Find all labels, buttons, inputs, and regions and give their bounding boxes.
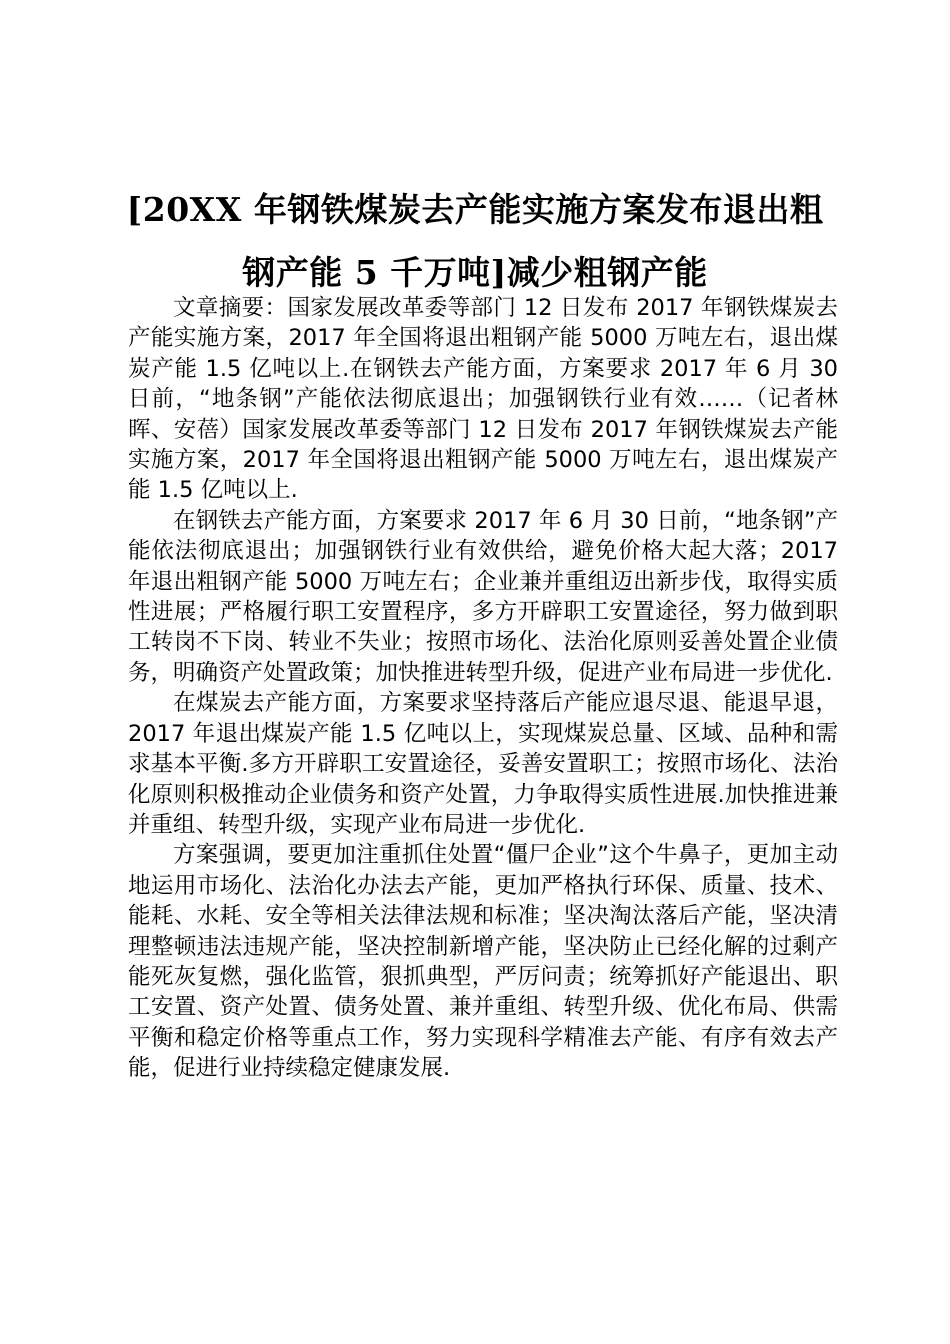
paragraph-coal: 在煤炭去产能方面，方案要求坚持落后产能应退尽退、能退早退，2017 年退出煤炭产能 1.5 亿吨以上，实现煤炭总量、区域、品种和需求基本平衡.多方开辟职工安置途径，妥善安置职工；按照市场化、法治化原则积极推动企业债务和资产处置，力争取得实质性进展.加快推进兼并重组、转型升级，实现产业布局进一步优化. [128, 690, 838, 838]
paragraph-steel: 在钢铁去产能方面，方案要求 2017 年 6 月 30 日前，“地条钢”产能依法彻底退出；加强钢铁行业有效供给，避免价格大起大落；2017 年退出粗钢产能 5000 万吨左右；企业兼并重组迈出新步伐，取得实质性进展；严格履行职工安置程序，多方开辟职工安置途径，努力做到职工转岗不下岗、转业不失业；按照市场化、法治化原则妥善处置企业债务，明确资产处置政策；加快推进转型升级，促进产业布局进一步优化. [128, 507, 838, 686]
paragraph-abstract: 文章摘要：国家发展改革委等部门 12 日发布 2017 年钢铁煤炭去产能实施方案，2017 年全国将退出粗钢产能 5000 万吨左右，退出煤炭产能 1.5 亿吨以上.在钢铁去产能方面，方案要求 2017 年 6 月 30 日前，“地条钢”产能依法彻底退出；加强钢铁行业有效……（记者林晖、安蓓）国家发展改革委等部门 12 日发布 2017 年钢铁煤炭去产能实施方案，2017 年全国将退出粗钢产能 5000 万吨左右，退出煤炭产能 1.5 亿吨以上. [128, 295, 838, 504]
document-body [128, 293, 838, 1084]
document-title [110, 178, 840, 304]
title-line-2: 钢产能 5 千万吨]减少粗钢产能 [242, 253, 708, 292]
title-line-1: [20XX 年钢铁煤炭去产能实施方案发布退出粗 [126, 190, 824, 229]
paragraph-emphasis: 方案强调，要更加注重抓住处置“僵尸企业”这个牛鼻子，更加主动地运用市场化、法治化办法去产能，更加严格执行环保、质量、技术、能耗、水耗、安全等相关法律法规和标准；坚决淘汰落后产能，坚决清理整顿违法违规产能，坚决控制新增产能，坚决防止已经化解的过剩产能死灰复燃，强化监管，狠抓典型，严厉问责；统筹抓好产能退出、职工安置、资产处置、债务处置、兼并重组、转型升级、优化布局、供需平衡和稳定价格等重点工作，努力实现科学精准去产能、有序有效去产能，促进行业持续稳定健康发展. [128, 842, 838, 1082]
